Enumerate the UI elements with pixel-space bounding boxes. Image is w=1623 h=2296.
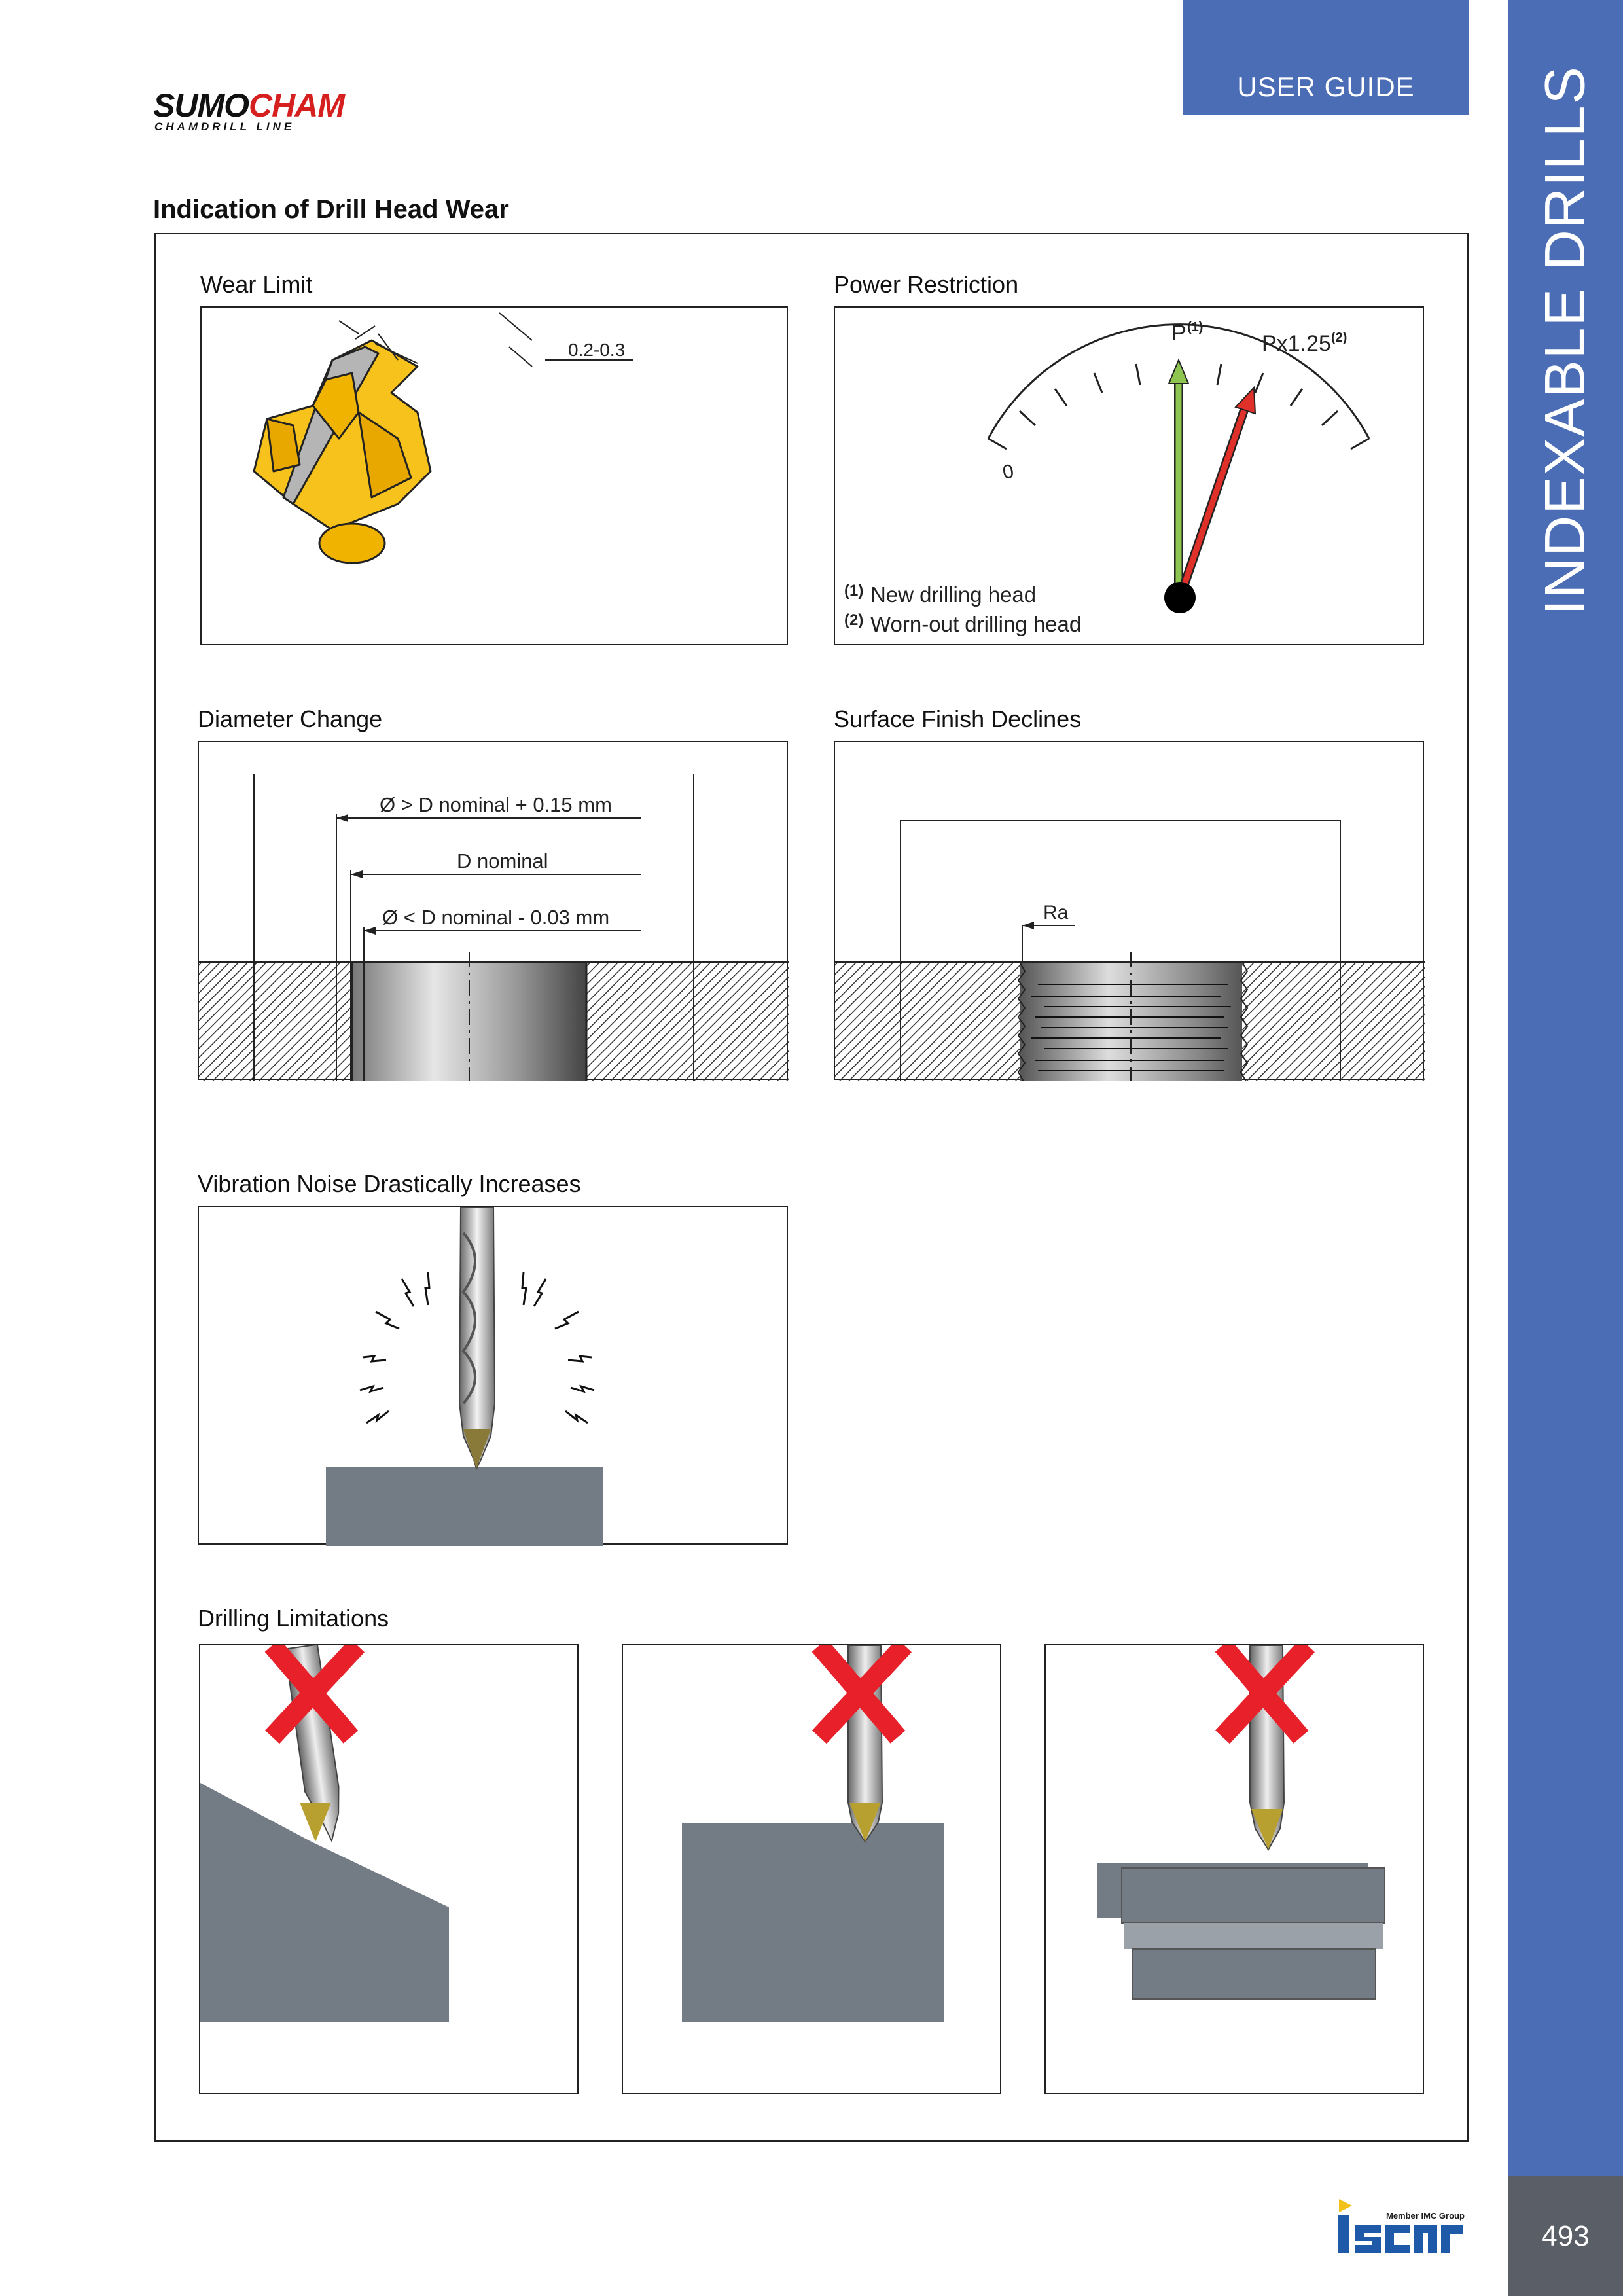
power-gauge <box>835 308 1425 647</box>
gauge-p-label: P <box>1171 321 1186 346</box>
wear-limit-panel <box>200 306 788 645</box>
gauge-p125-label: Px1.25 <box>1262 331 1331 356</box>
diameter-line-1: Ø > D nominal + 0.15 mm <box>380 793 612 816</box>
power-restriction-title: Power Restriction <box>834 271 1019 298</box>
power-restriction-panel <box>834 306 1424 645</box>
iscar-logo <box>1335 2199 1466 2261</box>
page-number-box <box>1508 2176 1623 2296</box>
brand-primary: SUMO <box>153 87 249 124</box>
note1-number: (1) <box>844 582 864 600</box>
ra-label: Ra <box>1043 902 1069 924</box>
diameter-change-title: Diameter Change <box>198 706 383 732</box>
wear-dimension: 0.2-0.3 <box>568 340 626 360</box>
gauge-p-sup: (1) <box>1187 320 1204 334</box>
vibration-title: Vibration Noise Drastically Increases <box>198 1170 581 1197</box>
brand-subline: CHAMDRILL LINE <box>154 120 295 133</box>
diameter-line-2: D nominal <box>457 850 548 872</box>
vibration-panel <box>198 1206 788 1545</box>
workpiece-right <box>586 962 789 1081</box>
gauge-p125-sup: (2) <box>1331 331 1347 345</box>
inclined-surface-illustration <box>200 1645 580 2096</box>
page-number: 493 <box>1541 2219 1590 2252</box>
vibration-illustration <box>199 1207 789 1546</box>
sidebar-title <box>1508 0 1623 655</box>
limitation-edge-drilling <box>622 1644 1001 2094</box>
drilling-limitations-title: Drilling Limitations <box>198 1605 389 1632</box>
workpiece-block <box>326 1467 603 1546</box>
iscar-tagline: Member IMC Group <box>1386 2211 1465 2221</box>
gauge-zero-label: 0 <box>1001 460 1016 484</box>
surface-finish-panel <box>834 741 1424 1080</box>
note1-text: New drilling head <box>870 583 1037 607</box>
cross-hole-illustration <box>1046 1645 1425 2096</box>
wear-limit-title: Wear Limit <box>200 271 313 298</box>
user-guide-tab <box>1183 0 1469 115</box>
worn-head-needle <box>1181 404 1246 596</box>
sumocham-logo <box>153 89 344 134</box>
drill-head-illustration <box>202 308 789 647</box>
workpiece-left <box>199 962 352 1081</box>
surface-finish-title: Surface Finish Declines <box>834 706 1082 732</box>
section-title: Indication of Drill Head Wear <box>153 195 509 224</box>
user-guide-label: USER GUIDE <box>1237 71 1415 102</box>
limitation-cross-hole <box>1044 1644 1424 2094</box>
edge-drilling-illustration <box>623 1645 1003 2096</box>
diameter-line-3: Ø < D nominal - 0.03 mm <box>382 906 610 929</box>
diameter-diagram <box>199 742 789 1081</box>
diameter-change-panel <box>198 741 788 1080</box>
note2-text: Worn-out drilling head <box>870 612 1082 636</box>
surface-finish-diagram <box>835 742 1425 1081</box>
note2-number: (2) <box>844 611 864 629</box>
sidebar-label: INDEXABLE DRILLS <box>1533 65 1597 615</box>
limitation-inclined-surface <box>199 1644 579 2094</box>
brand-secondary: CHAM <box>249 87 344 124</box>
gauge-pivot <box>1164 582 1196 613</box>
